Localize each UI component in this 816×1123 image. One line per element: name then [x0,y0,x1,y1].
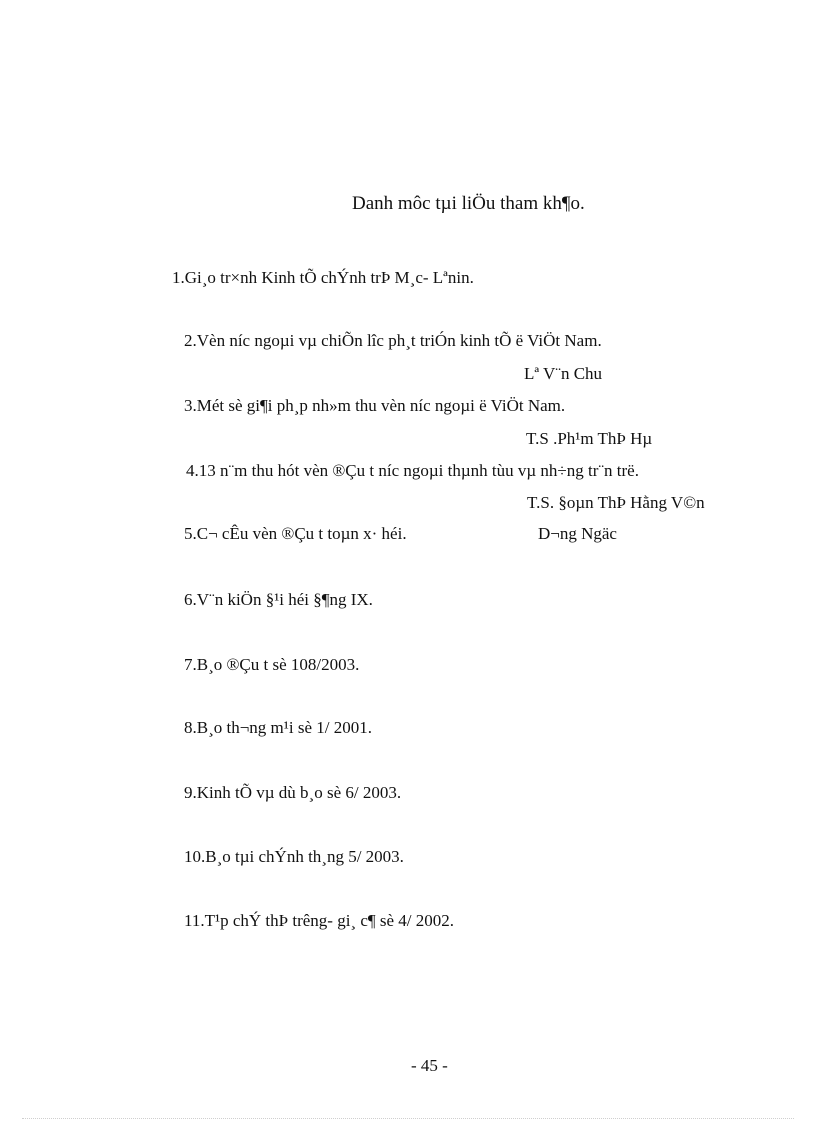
reference-item-3: 3.Mét sè gi¶i ph¸p nh»m thu vèn níc ngoµi ë ViÖt Nam. [184,396,566,415]
reference-author-5: D¬ng Ngäc [538,524,617,543]
page-number: - 45 - [411,1056,448,1075]
reference-item-6: 6.V¨n kiÖn §¹i héi §¶ng IX. [184,590,373,609]
reference-author-4: T.S. §oµn ThÞ Hằng V©n [527,493,705,512]
reference-item-5: 5.C¬ cÊu vèn ®Çu t toµn x· héi. [184,524,407,543]
page-title: Danh môc tµi liÖu tham kh¶o. [352,193,585,214]
reference-author-2: Lª V¨n Chu [524,364,603,383]
reference-item-7: 7.B¸o ®Çu t sè 108/2003. [184,655,360,674]
reference-item-2: 2.Vèn níc ngoµi vµ chiÕn lîc ph¸t triÓn kinh tÕ ë ViÖt Nam. [184,331,602,350]
reference-item-10: 10.B¸o tµi chÝnh th¸ng 5/ 2003. [184,847,404,866]
reference-item-11: 11.T¹p chÝ thÞ trêng- gi¸ c¶ sè 4/ 2002. [184,911,454,930]
reference-item-9: 9.Kinh tÕ vµ dù b¸o sè 6/ 2003. [184,783,402,802]
reference-author-3: T.S .Ph¹m ThÞ Hµ [526,429,653,448]
reference-item-8: 8.B¸o th¬ng m¹i sè 1/ 2001. [184,718,372,737]
reference-item-1: 1.Gi¸o tr×nh Kinh tÕ chÝnh trÞ M¸c- Lªnin. [172,268,474,287]
page-bottom-divider [22,1118,794,1119]
reference-item-4: 4.13 n¨m thu hót vèn ®Çu t níc ngoµi thµnh tùu vµ nh÷ng tr¨n trë. [186,461,639,480]
